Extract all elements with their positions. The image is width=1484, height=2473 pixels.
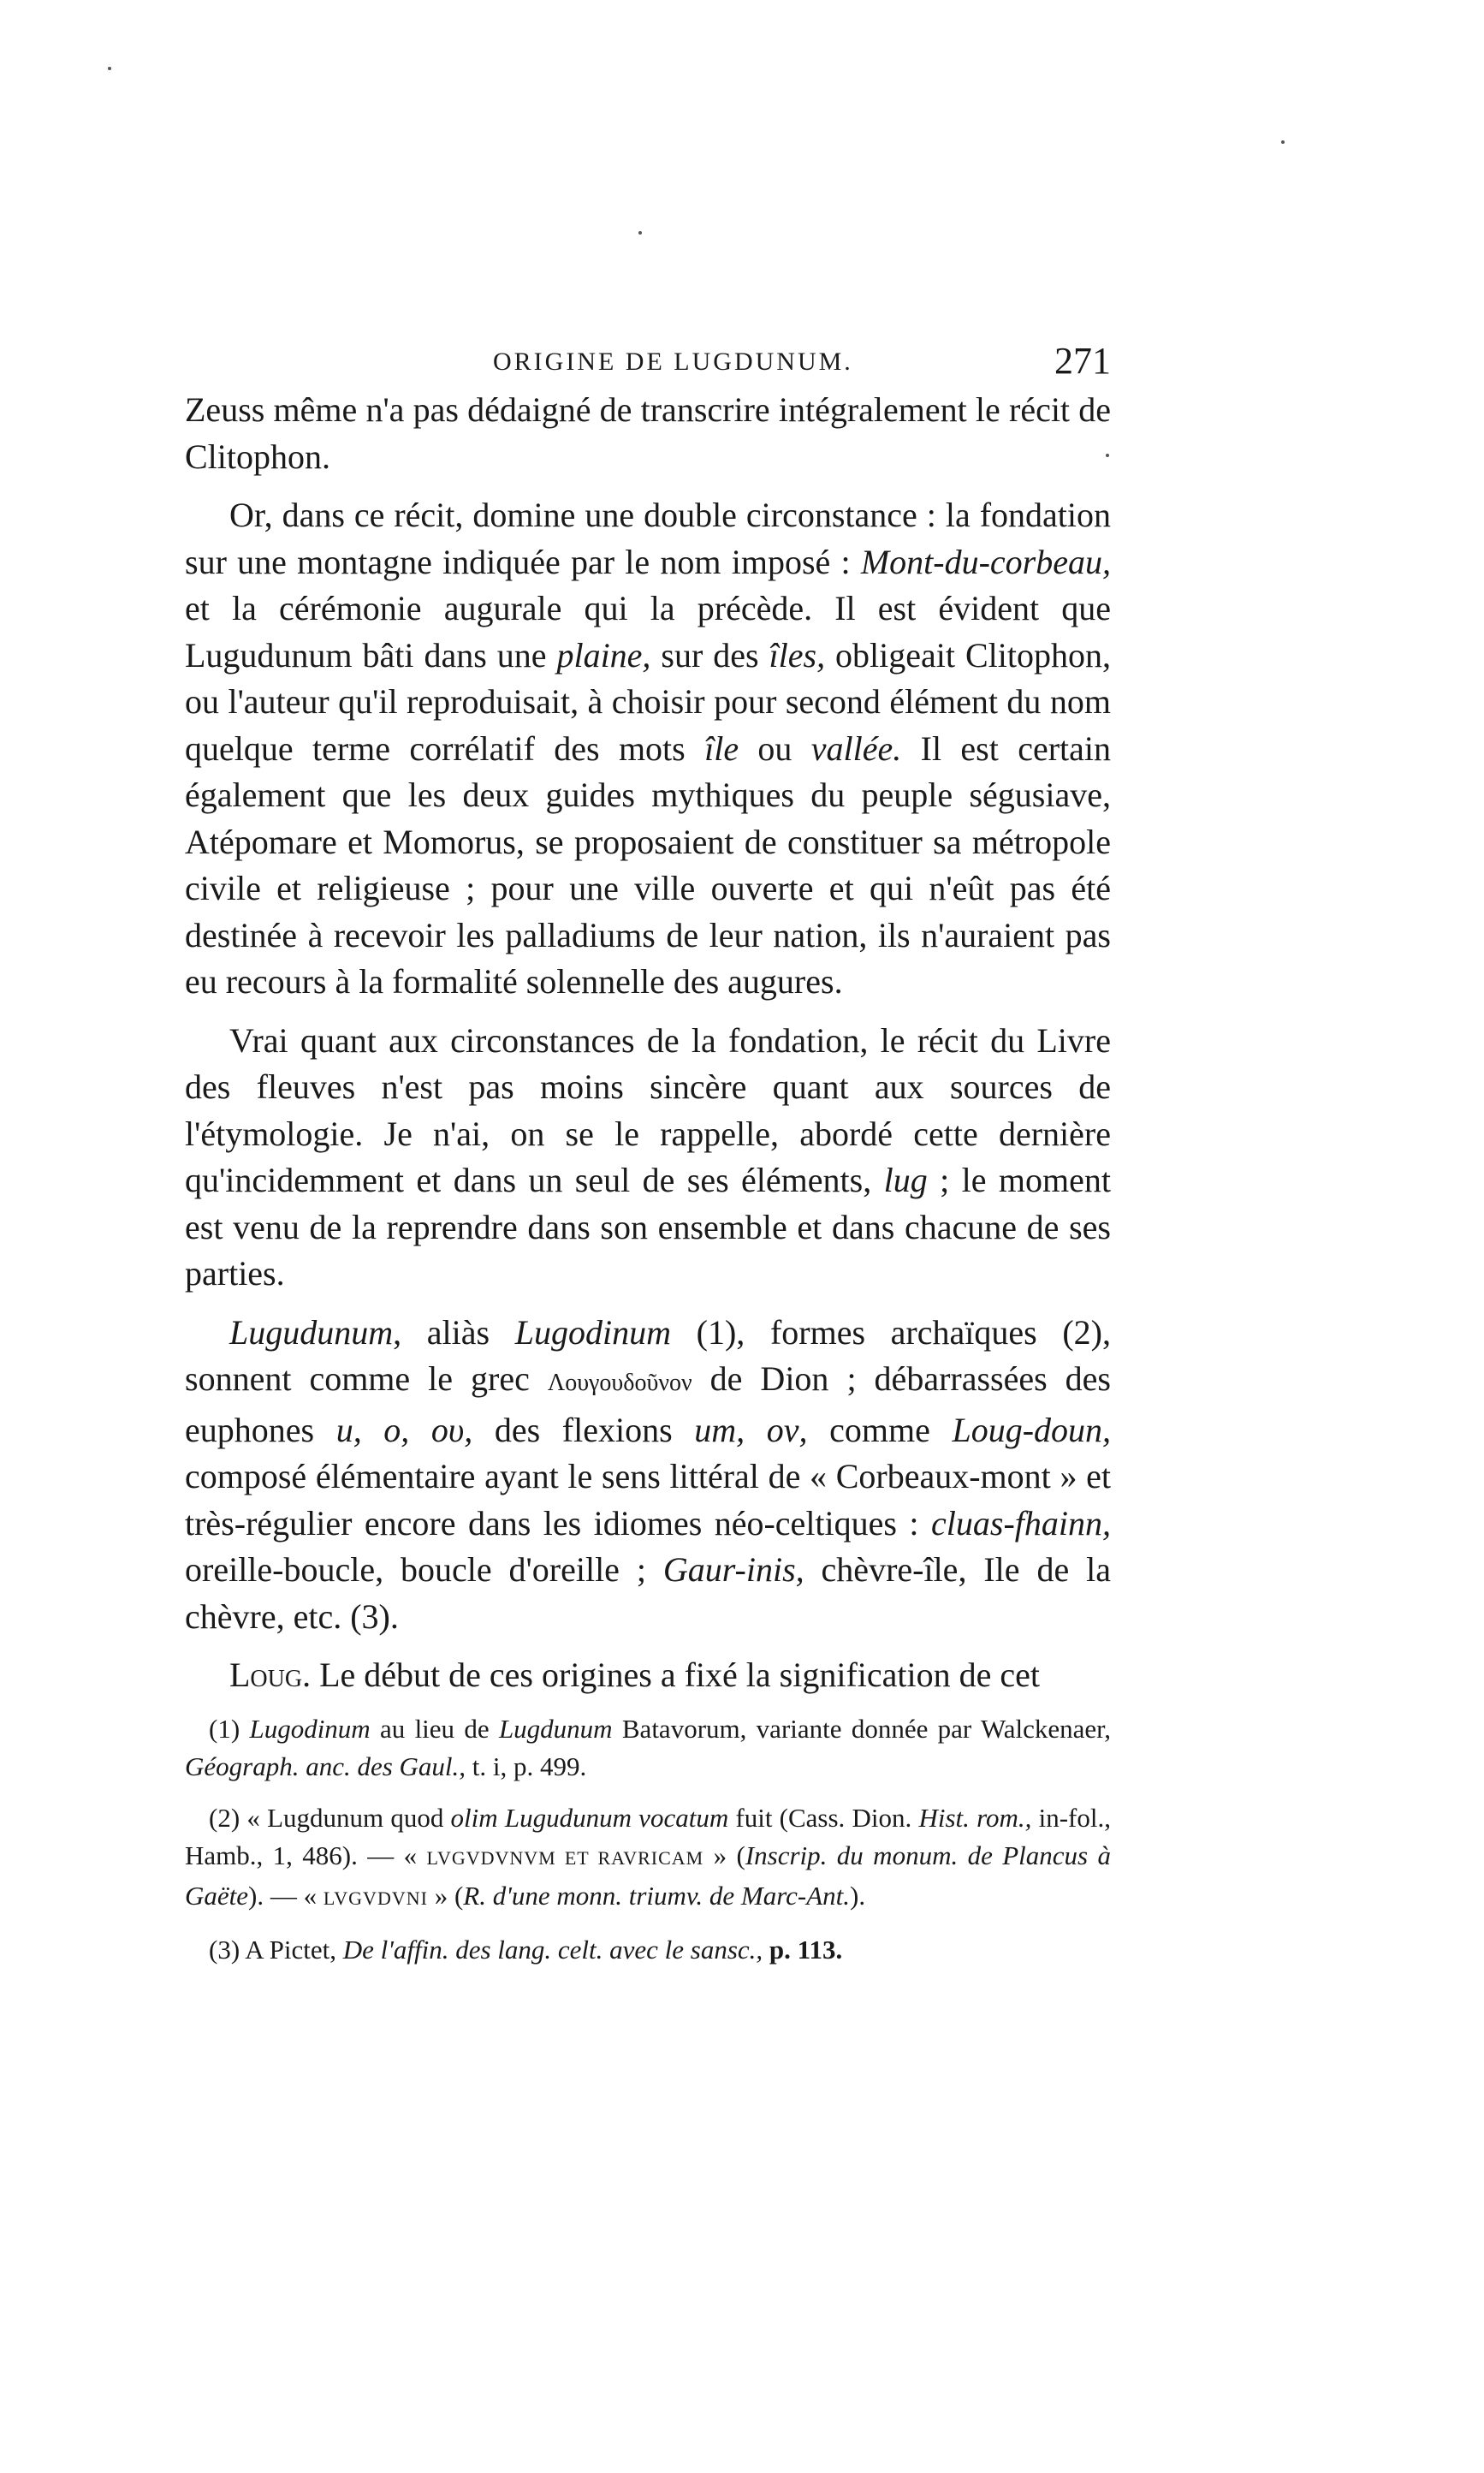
paragraph: Vrai quant aux circonstances de la fondation, le récit du Livre des fleuves n'est pas moins sincère quant aux sources de l'étymologie. Je n'ai, on se le rappelle, abordé cette dernière qu'incidemment et dans un seul de ses éléments, lug ; le moment est venu de la reprendre dans son ensemble et dans chacune de ses parties. <box>185 1020 1112 1293</box>
footnote: (2) « Lugdunum quod olim Lugudunum vocatum fuit (Cass. Dion. Hist. rom., in-fol., Hamb., 1, 486). — « LVGVDVNVM ET RAVRICAM » (Inscrip. du monum. de Plancus à Gaëte). — « LVGVDVNI » (R. d'une monn. triumv. de Marc-Ant.). <box>185 1803 1111 1911</box>
paragraph: Loug. Le début de ces origines a fixé la signification de cet <box>229 1656 1041 1694</box>
paragraph: Or, dans ce récit, domine une double circonstance : la fondation sur une montagne indiquée par le nom imposé : Mont-du-corbeau, et la cérémonie augurale qui la précède. Il est évident que Lugudunum bâti dans une plaine, sur des îles, obligeait Clitophon, ou l'auteur qu'il reproduisait, à choisir pour second élément du nom quelque terme corrélatif des mots île ou vallée. Il est certain également que les deux guides mythiques du peuple ségusiave, Atépomare et Momorus, se proposaient de constituer sa métropole civile et religieuse ; pour une ville ouverte et qui n'eût pas été destinée à recevoir les palladiums de leur nation, ils n'auraient pas eu recours à la formalité solennelle des augures. <box>185 496 1111 1001</box>
footnotes <box>185 1710 1111 1983</box>
paper-speck <box>108 67 111 70</box>
greek-word: Λουγουδοῦνον <box>547 1370 692 1396</box>
running-header <box>185 342 1111 394</box>
running-title: ORIGINE DE LUGDUNUM. <box>493 348 853 376</box>
main-text <box>185 387 1111 1711</box>
footnote: (3) A Pictet, De l'affin. des lang. celt. avec le sansc., p. 113. <box>209 1935 843 1965</box>
footnote: (1) Lugodinum au lieu de Lugdunum Batavorum, variante donnée par Walckenaer, Géograph. anc. des Gaul., t. i, p. 499. <box>185 1714 1111 1781</box>
paper-speck <box>1281 140 1285 144</box>
page-number: 271 <box>1054 340 1111 382</box>
paragraph: Lugudunum, aliàs Lugodinum (1), formes archaïques (2), sonnent comme le grec Λουγουδοῦνον de Dion ; débarrassées des euphones u, o, ου, des flexions um, ον, comme Loug-doun, composé élémentaire ayant le sens littéral de « Corbeaux-mont » et très-régulier encore dans les idiomes néo-celtiques : cluas-fhainn, oreille-boucle, boucle d'oreille ; Gaur-inis, chèvre-île, Ile de la chèvre, etc. (3). <box>185 1312 1112 1636</box>
paper-speck <box>638 231 642 235</box>
paragraph: Zeuss même n'a pas dédaigné de transcrire intégralement le récit de Clitophon. <box>185 390 1111 476</box>
